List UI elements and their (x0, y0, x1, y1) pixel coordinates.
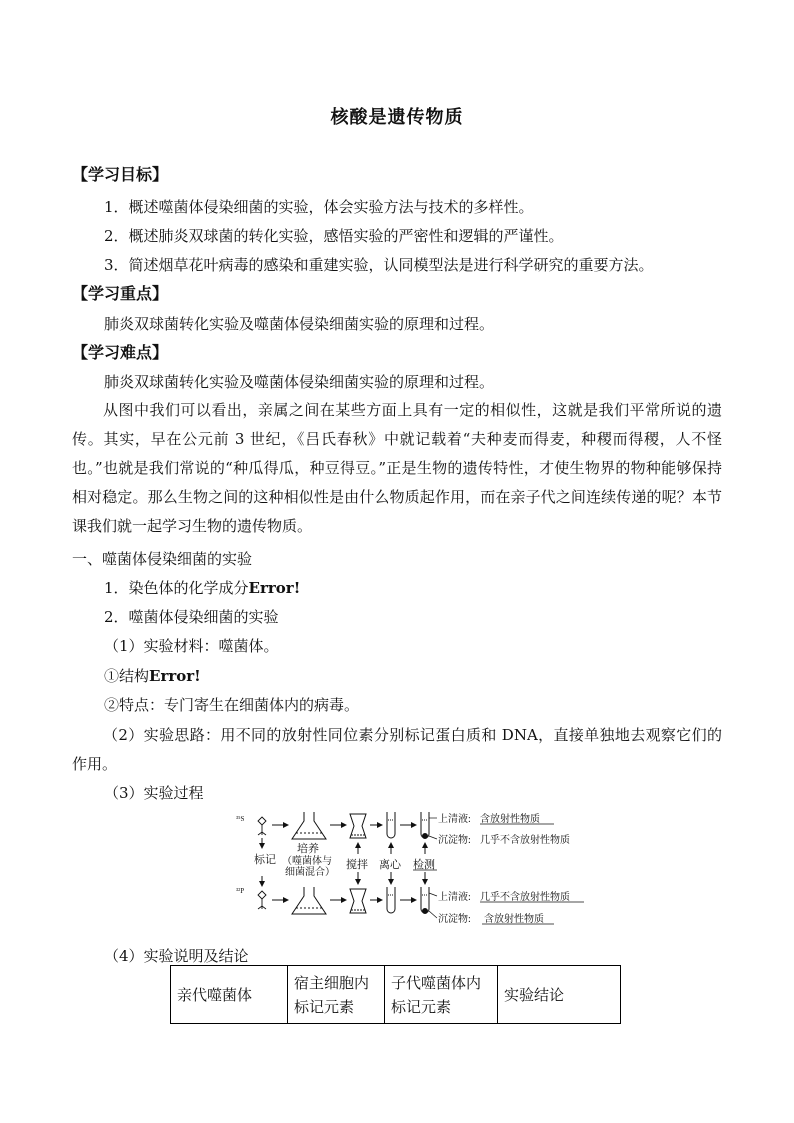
sub-item-conclusion: （4）实验说明及结论 (104, 947, 249, 965)
phage-icon (258, 891, 266, 909)
page-title: 核酸是遗传物质 (330, 107, 464, 128)
objective-item-3: 3．简述烟草花叶病毒的感染和重建实验，认同模型法是进行科学研究的重要方法。 (104, 256, 654, 274)
table-header-cell (498, 966, 621, 1024)
item-1-error: Error! (248, 579, 301, 597)
isotope-label-bottom: ³²P (236, 887, 245, 895)
label-detect: 检测 (413, 859, 435, 871)
result-tube-icon (421, 887, 429, 914)
blender-icon (350, 889, 366, 913)
table-header-cell (288, 966, 385, 1024)
bottom-supernatant-prefix: 上清液: (438, 892, 471, 903)
header-parent-phage: 亲代噬菌体 (177, 985, 253, 1004)
header-offspring-line-1: 子代噬菌体内 (391, 973, 482, 992)
top-sediment-prefix: 沉淀物: (438, 835, 471, 846)
difficulties-text: 肺炎双球菌转化实验及噬菌体侵染细菌实验的原理和过程。 (104, 373, 495, 391)
bottom-sediment-value: 含放射性物质 (484, 914, 544, 925)
result-tube-icon (421, 812, 429, 839)
intro-paragraph: 从图中我们可以看出，亲属之间在某些方面上具有一定的相似性，这就是我们平常所说的遗传。其实，早在公元前 3 世纪，《吕氏春秋》中就记载着“夫种麦而得麦，种稷而得稷，人不怪也。”也就是我们常说的“种瓜得瓜，种豆得豆。”正是生物的遗传特性，才使生物界的物种能够保持相对稳定。那么生物之间的这种相似性是由什么物质起作用，而在亲子代之间连续传递的呢？本节课我们就一起学习生物的遗传物质。 (72, 401, 722, 535)
section-1-heading: 一、噬菌体侵染细菌的实验 (72, 550, 253, 568)
header-conclusion: 实验结论 (504, 985, 565, 1004)
label-centrifuge: 离心 (379, 859, 401, 871)
difficulties-heading: 【学习难点】 (72, 343, 169, 362)
table-header-cell (385, 966, 498, 1024)
key-points-heading: 【学习重点】 (72, 284, 169, 303)
feature-line: ②特点：专门寄生在细菌体内的病毒。 (104, 696, 360, 714)
item-1-text: 1．染色体的化学成分 (104, 579, 249, 597)
phage-icon (258, 817, 266, 835)
label-stir: 搅拌 (346, 859, 368, 871)
objectives-heading: 【学习目标】 (72, 165, 169, 184)
label-mark: 标记 (254, 854, 276, 866)
sub-item-process: （3）实验过程 (104, 784, 204, 802)
isotope-label-top: ³⁵S (236, 815, 245, 823)
label-culture-note-2: 细菌混合） (285, 867, 335, 878)
objective-item-2: 2．概述肺炎双球菌的转化实验，感悟实验的严密性和逻辑的严谨性。 (104, 227, 564, 245)
experiment-table (170, 965, 621, 1024)
table-header-row (171, 966, 621, 1024)
flask-icon (292, 812, 326, 839)
flask-icon (292, 887, 326, 914)
header-offspring-line-2: 标记元素 (391, 997, 452, 1016)
structure-text: ①结构 (104, 667, 150, 685)
blender-icon (350, 814, 366, 838)
table-header-cell (171, 966, 288, 1024)
test-tube-icon (387, 812, 395, 838)
item-2: 2．噬菌体侵染细菌的实验 (104, 608, 279, 626)
bottom-sediment-prefix: 沉淀物: (438, 914, 471, 925)
label-culture: 培养 (297, 843, 319, 855)
key-points-text: 肺炎双球菌转化实验及噬菌体侵染细菌实验的原理和过程。 (104, 315, 495, 333)
sub-item-materials: （1）实验材料：噬菌体。 (104, 637, 279, 655)
objective-item-1: 1．概述噬菌体侵染细菌的实验，体会实验方法与技术的多样性。 (104, 198, 534, 216)
structure-error: Error! (149, 667, 201, 685)
sub-item-approach: （2）实验思路：用不同的放射性同位素分别标记蛋白质和 DNA，直接单独地去观察它们的作用。 (72, 726, 722, 773)
test-tube-icon (387, 887, 395, 913)
header-host-line-2: 标记元素 (294, 997, 355, 1016)
top-supernatant-value: 含放射性物质 (480, 814, 540, 825)
item-1 (104, 577, 300, 599)
bottom-supernatant-value: 几乎不含放射性物质 (480, 892, 570, 903)
label-culture-note-1: （噬菌体与 (282, 856, 332, 867)
header-host-line-1: 宿主细胞内 (294, 973, 370, 992)
experiment-diagram (232, 808, 592, 936)
top-supernatant-prefix: 上清液: (438, 814, 471, 825)
structure-line (104, 665, 201, 687)
top-sediment-value: 几乎不含放射性物质 (480, 835, 570, 846)
